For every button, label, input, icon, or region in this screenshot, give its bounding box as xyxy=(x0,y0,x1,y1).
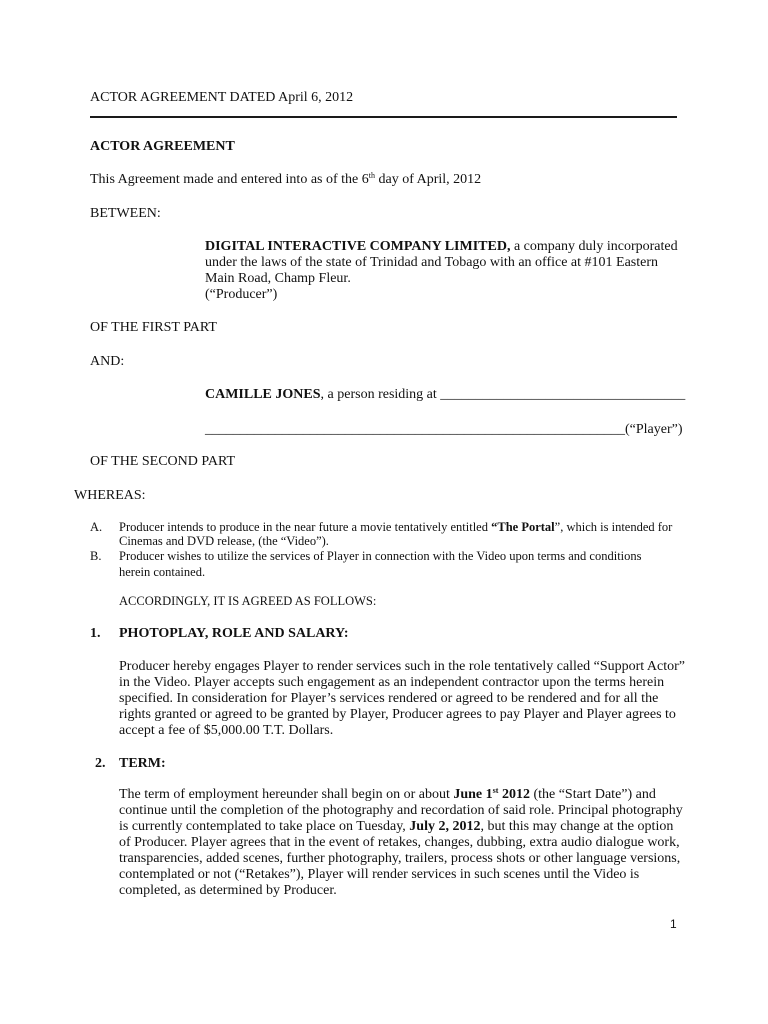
recital-a-title: “The Portal xyxy=(491,520,555,534)
section-1-line: rights granted or agreed to be granted by Player, Producer agrees to pay Player and Player agrees to xyxy=(119,707,676,722)
recital-a-line-2: Cinemas and DVD release, (the “Video”). xyxy=(119,534,329,548)
recital-a-pre: Producer intends to produce in the near future a movie tentatively entitled xyxy=(119,520,492,534)
intro-sentence xyxy=(90,172,481,188)
start-date-bold: June 1 xyxy=(453,787,493,802)
section-2-line: of Producer. Player agrees that in the event of retakes, changes, dubbing, extra audio dialogue work, xyxy=(119,835,680,850)
recital-a-post: ”, which is intended for xyxy=(554,520,673,534)
section-2-number: 2. xyxy=(95,756,106,771)
section-1-line: specified. In consideration for Player’s services rendered or agreed to be rendered and for all the xyxy=(119,691,659,706)
intro-sup: th xyxy=(368,171,375,180)
producer-line-1 xyxy=(205,239,678,255)
section-2-line: contemplated or not (“Retakes”), Player will render services in such scenes until the Video is xyxy=(119,867,640,882)
section-2-line-3-post: , but this may change at the option xyxy=(480,819,674,834)
player-name: CAMILLE JONES xyxy=(205,387,321,402)
agreement-title: ACTOR AGREEMENT xyxy=(90,139,235,154)
section-2-body xyxy=(119,787,683,899)
section-2-line-1-pre: The term of employment hereunder shall begin on or about xyxy=(119,787,454,802)
section-1-body xyxy=(119,659,685,739)
page-number: 1 xyxy=(670,917,677,931)
start-date-sup: st xyxy=(492,786,499,795)
photography-date-bold: July 2, 2012 xyxy=(409,819,481,834)
section-2-line: completed, as determined by Producer. xyxy=(119,883,337,898)
and-label: AND: xyxy=(90,354,125,369)
recital-b xyxy=(90,549,642,565)
section-1-line: Producer hereby engages Player to render services such in the role tentatively called “Support Actor” xyxy=(119,659,686,674)
between-label: BETWEEN: xyxy=(90,206,161,221)
section-2-line: transparencies, added scenes, further photography, trailers, process shots or other language versions, xyxy=(119,851,681,866)
intro-pre: This Agreement made and entered into as of the 6 xyxy=(90,172,369,187)
player-line-2: ____________________________________________________________(“Player”) xyxy=(205,422,683,437)
producer-line-2: under the laws of the state of Trinidad and Tobago with an office at #101 Eastern xyxy=(205,255,659,270)
recital-b-line-1: Producer wishes to utilize the services of Player in connection with the Video upon terms and conditions xyxy=(119,549,642,563)
player-line-1 xyxy=(205,387,685,403)
section-2-line-3 xyxy=(119,819,683,835)
producer-line-1-rest: a company duly incorporated xyxy=(510,239,678,254)
section-1-number: 1. xyxy=(90,626,101,641)
section-2-heading xyxy=(95,756,166,772)
accordingly-statement: ACCORDINGLY, IT IS AGREED AS FOLLOWS: xyxy=(119,594,377,608)
section-2-line-1-post: (the “Start Date”) and xyxy=(529,787,656,802)
player-residence: , a person residing at ___________________________________ xyxy=(320,387,686,402)
whereas-label: WHEREAS: xyxy=(74,488,146,503)
producer-name: DIGITAL INTERACTIVE COMPANY LIMITED, xyxy=(205,239,511,254)
section-2-line-1 xyxy=(119,787,683,803)
section-1-heading xyxy=(90,626,349,642)
section-2-line-3-pre: is currently contemplated to take place on Tuesday, xyxy=(119,819,410,834)
recital-a-marker: A. xyxy=(90,520,103,534)
section-2-title: TERM: xyxy=(119,756,166,771)
recital-b-marker: B. xyxy=(90,549,102,563)
recital-b-line-2: herein contained. xyxy=(119,565,206,579)
producer-block xyxy=(205,239,678,303)
second-part-label: OF THE SECOND PART xyxy=(90,454,236,469)
document-header: ACTOR AGREEMENT DATED April 6, 2012 xyxy=(90,90,354,105)
start-date-year: 2012 xyxy=(498,787,530,802)
first-part-label: OF THE FIRST PART xyxy=(90,320,217,335)
section-1-line: in the Video. Player accepts such engagement as an independent contractor upon the terms herein xyxy=(119,675,665,690)
header-divider xyxy=(90,116,677,118)
section-1-line: accept a fee of $5,000.00 T.T. Dollars. xyxy=(119,723,334,738)
intro-post: day of April, 2012 xyxy=(374,172,482,187)
producer-alias: (“Producer”) xyxy=(205,287,278,302)
section-1-title: PHOTOPLAY, ROLE AND SALARY: xyxy=(119,626,349,641)
producer-line-3: Main Road, Champ Fleur. xyxy=(205,271,351,286)
section-2-line-2: continue until the completion of the photography and recordation of said role. Principal photography xyxy=(119,803,683,818)
